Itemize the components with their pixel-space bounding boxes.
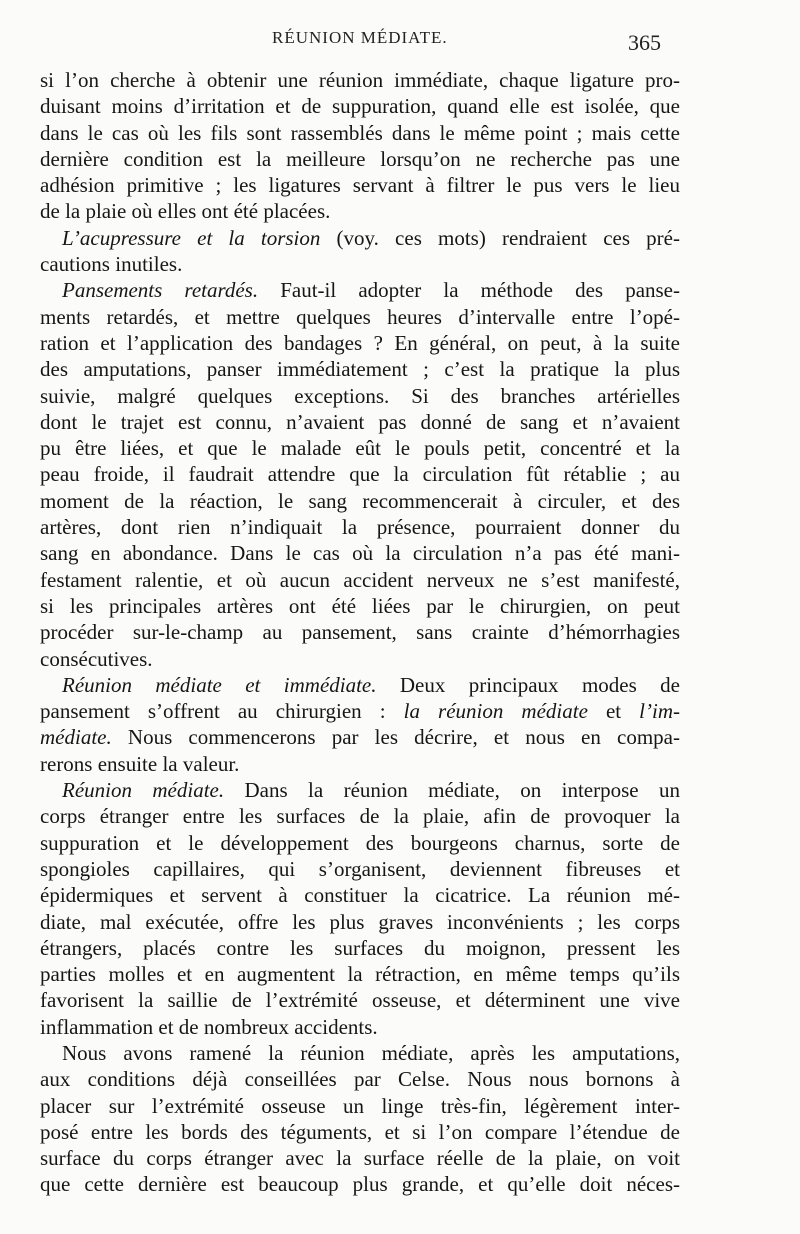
text-segment: cautions inutiles. (40, 252, 183, 277)
running-head: RÉUNION MÉDIATE. (272, 28, 448, 47)
italic-text: Pansements retardés. (62, 278, 259, 303)
body-text (40, 67, 680, 1198)
italic-text: L’acupressure et la torsion (62, 225, 321, 250)
text-line (40, 251, 680, 277)
text-line (40, 93, 680, 119)
text-segment: sang en abondance. Dans le cas où la circulation n’a pas été mani- (40, 541, 680, 566)
text-segment: inflammation et de nombreux accidents. (40, 1014, 378, 1039)
text-line (40, 830, 680, 856)
text-line (40, 146, 680, 172)
text-line (40, 488, 680, 514)
text-segment: spongioles capillaires, qui s’organisent, deviennent fibreuses et (40, 856, 680, 881)
text-segment: duisant moins d’irritation et de suppuration, quand elle est isolée, que (40, 94, 680, 119)
text-segment: posé entre les bords des téguments, et si l’on compare l’étendue de (40, 1119, 680, 1144)
text-segment: dont le trajet est connu, n’avaient pas donné de sang et n’avaient (40, 409, 680, 434)
text-line (40, 514, 680, 540)
text-line (40, 856, 680, 882)
text-line (40, 1171, 680, 1197)
text-segment: étrangers, placés contre les surfaces du moignon, pressent les (40, 935, 680, 960)
text-line (40, 198, 680, 224)
text-line (40, 304, 680, 330)
text-line (40, 1014, 680, 1040)
text-segment: si l’on cherche à obtenir une réunion immédiate, chaque ligature pro- (40, 68, 680, 92)
text-line (40, 356, 680, 382)
text-segment: artères, dont rien n’indiquait la présence, pourraient donner du (40, 515, 680, 540)
text-line (40, 698, 680, 724)
text-segment: suivie, malgré quelques exceptions. Si des branches artérielles (40, 383, 680, 408)
text-line (40, 172, 680, 198)
text-segment: des amputations, panser immédiatement ; c’est la pratique la plus (40, 357, 680, 382)
text-segment: Nous commencerons par les décrire, et nous en compa- (111, 725, 680, 750)
text-line (40, 1040, 680, 1066)
text-segment: procéder sur-le-champ au pansement, sans crainte d’hémorrhagies (40, 620, 680, 645)
text-line (40, 961, 680, 987)
text-segment: peau froide, il faudrait attendre que la circulation fût rétablie ; au (40, 462, 680, 487)
text-segment: Dans la réunion médiate, on interpose un (224, 778, 680, 803)
text-line (40, 751, 680, 777)
text-line (40, 1119, 680, 1145)
text-line (40, 593, 680, 619)
text-line (40, 803, 680, 829)
text-segment: adhésion primitive ; les ligatures servant à filtrer le pus vers le lieu (40, 173, 680, 198)
italic-text: Réunion médiate et immédiate. (62, 672, 377, 697)
text-line (40, 882, 680, 908)
text-segment: favorisent la saillie de l’extrémité osseuse, et déterminent une vive (40, 988, 680, 1013)
text-segment: diate, mal exécutée, offre les plus graves inconvénients ; les corps (40, 909, 680, 934)
text-segment: (voy. ces mots) rendraient ces pré- (320, 225, 680, 250)
text-line (40, 1093, 680, 1119)
text-line (40, 435, 680, 461)
text-segment: parties molles et en augmentent la rétraction, en même temps qu’ils (40, 962, 680, 987)
text-segment: ration et l’application des bandages ? En général, on peut, à la suite (40, 330, 680, 355)
text-line (40, 225, 680, 251)
text-segment: et (587, 699, 640, 724)
text-segment: épidermiques et servent à constituer la cicatrice. La réunion mé- (40, 883, 680, 908)
text-segment: suppuration et le développement des bourgeons charnus, sorte de (40, 830, 680, 855)
text-line (40, 540, 680, 566)
text-segment: surface du corps étranger avec la surface réelle de la plaie, on voit (40, 1146, 680, 1171)
italic-text: Réunion médiate. (62, 778, 225, 803)
text-line (40, 67, 680, 93)
text-line (40, 409, 680, 435)
text-segment: festament ralentie, et où aucun accident nerveux ne s’est manifesté, (40, 567, 680, 592)
text-line (40, 672, 680, 698)
text-segment: corps étranger entre les surfaces de la plaie, afin de provoquer la (40, 804, 680, 829)
text-line (40, 935, 680, 961)
text-segment: moment de la réaction, le sang recommencerait à circuler, et des (40, 488, 680, 513)
text-line (40, 724, 680, 750)
text-segment: de la plaie où elles ont été placées. (40, 199, 331, 224)
text-segment: dans le cas où les fils sont rassemblés dans le même point ; mais cette (40, 120, 680, 145)
text-segment: aux conditions déjà conseillées par Celse. Nous nous bornons à (40, 1067, 680, 1092)
text-line (40, 987, 680, 1013)
text-segment: placer sur l’extrémité osseuse un linge très-fin, légèrement inter- (40, 1093, 680, 1118)
text-segment: Nous avons ramené la réunion médiate, après les amputations, (62, 1040, 680, 1065)
text-line (40, 1145, 680, 1171)
text-segment: pu être liées, et que le malade eût le pouls petit, concentré et la (40, 436, 680, 461)
text-segment: dernière condition est la meilleure lorsqu’on ne recherche pas une (40, 146, 680, 171)
text-segment: Faut-il adopter la méthode des panse- (258, 278, 680, 303)
text-line (40, 909, 680, 935)
text-segment: si les principales artères ont été liées par le chirurgien, on peut (40, 593, 680, 618)
text-segment: rerons ensuite la valeur. (40, 751, 240, 776)
page-number: 365 (628, 30, 661, 55)
text-segment: que cette dernière est beaucoup plus grande, et qu’elle doit néces- (40, 1172, 680, 1197)
text-line (40, 619, 680, 645)
text-line (40, 330, 680, 356)
text-line (40, 461, 680, 487)
text-line (40, 567, 680, 593)
italic-text: l’im- (639, 699, 680, 724)
text-segment: Deux principaux modes de (376, 672, 680, 697)
text-line (40, 646, 680, 672)
text-line (40, 777, 680, 803)
italic-text: la réunion médiate (403, 699, 588, 724)
text-segment: ments retardés, et mettre quelques heures d’intervalle entre l’opé- (40, 304, 680, 329)
text-segment: consécutives. (40, 646, 153, 671)
text-line (40, 383, 680, 409)
italic-text: médiate. (40, 725, 112, 750)
text-line (40, 1066, 680, 1092)
text-line (40, 277, 680, 303)
text-segment: pansement s’offrent au chirurgien : (40, 699, 404, 724)
text-line (40, 120, 680, 146)
